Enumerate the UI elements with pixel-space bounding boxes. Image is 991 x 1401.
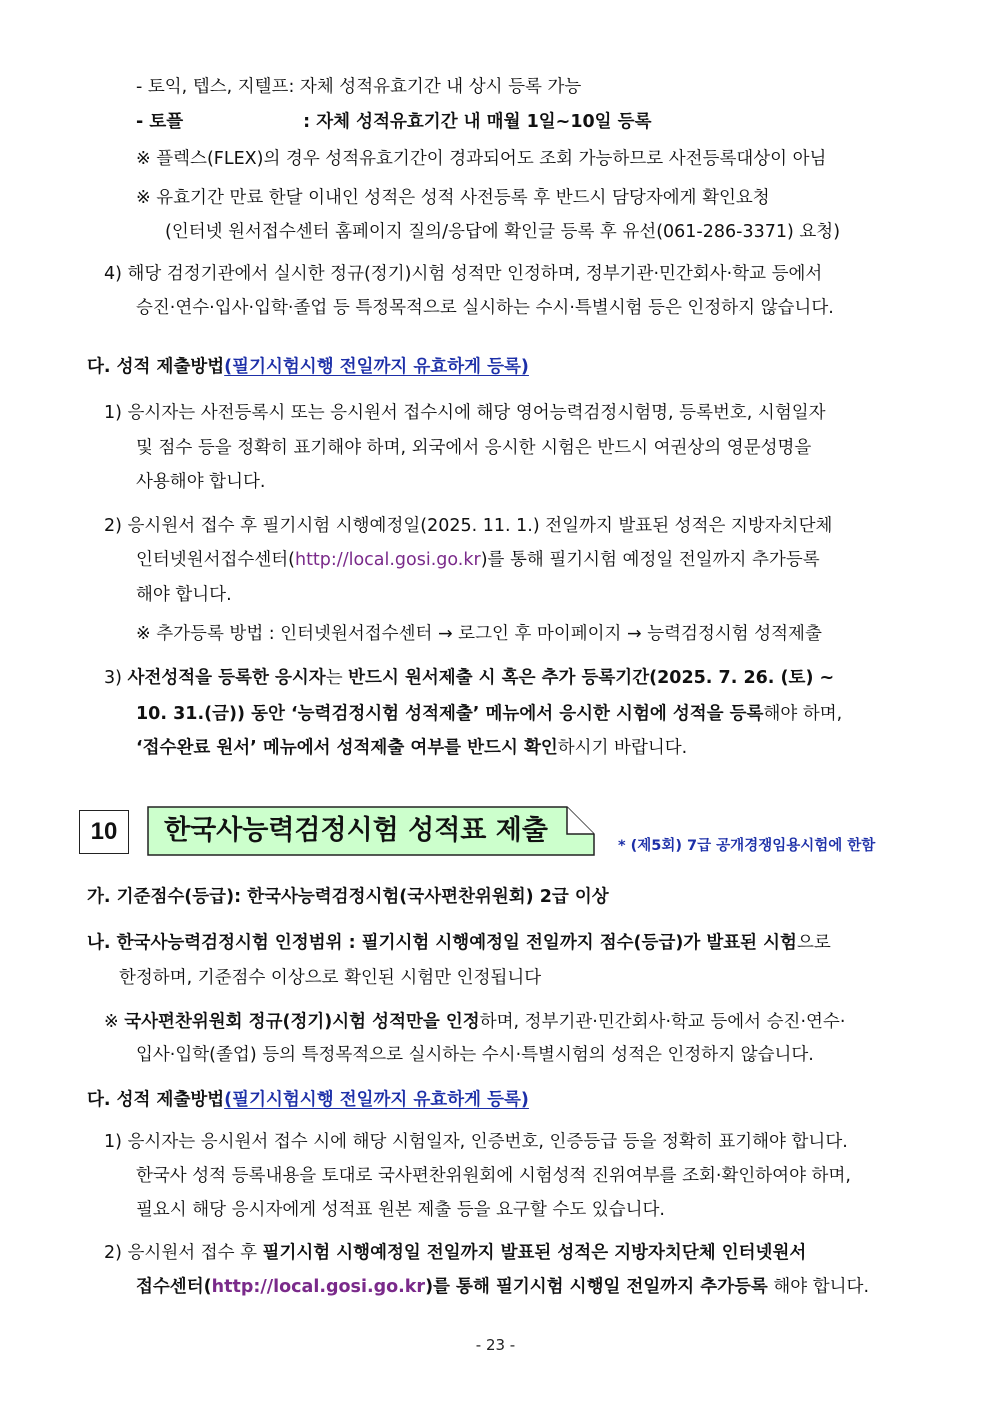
note-add-registration: ※ 추가등록 방법 : 인터넷원서접수센터 → 로그인 후 마이페이지 → 능력검정시험 성적제출 [136, 624, 822, 644]
text-bold: ‘접수완료 원서’ 메뉴에서 성적제출 여부를 반드시 확인 [136, 738, 558, 758]
text: 인터넷원서접수센터( [136, 550, 295, 570]
item-na [87, 931, 831, 955]
section-title: 한국사능력검정시험 성적표 제출 [164, 815, 548, 846]
item-2: 2) 응시원서 접수 후 필기시험 시행예정일(2025. 11. 1.) 전일까지 발표된 성적은 지방자치단체 [104, 516, 833, 536]
item-2-cont: 해야 합니다. [136, 585, 232, 605]
section-heading-label: 다. 성적 제출방법 [87, 357, 225, 377]
item-1-cont: 한국사 성적 등록내용을 토대로 국사편찬위원회에 시험성적 진위여부를 조회·확인하여야 하며, [136, 1166, 851, 1186]
section-heading-link: (필기시험시행 전일까지 유효하게 등록) [224, 357, 529, 377]
toefl-rule: : 자체 성적유효기간 내 매월 1일~10일 등록 [303, 112, 652, 132]
text-bold: )를 통해 필기시험 시행일 전일까지 추가등록 [425, 1277, 768, 1297]
item-3 [104, 666, 834, 690]
gosi-link[interactable]: http://local.gosi.go.kr [211, 1277, 426, 1297]
gosi-link[interactable]: http://local.gosi.go.kr [294, 550, 481, 570]
item-1: 1) 응시자는 사전등록시 또는 응시원서 접수시에 해당 영어능력검정시험명, 등록번호, 시험일자 [104, 403, 826, 423]
text: 해야 하며, [763, 704, 843, 724]
text: )를 통해 필기시험 예정일 전일까지 추가등록 [480, 550, 820, 570]
item-4: 4) 해당 검정기관에서 실시한 정규(정기)시험 성적만 인정하며, 정부기관·민간회사·학교 등에서 [104, 264, 823, 284]
text-line [136, 110, 652, 134]
section-heading-label: 다. 성적 제출방법 [87, 1090, 225, 1110]
text: 2) 응시원서 접수 후 [104, 1243, 263, 1263]
text-bold: 사전성적을 등록한 응시자 [127, 668, 326, 688]
note-official [104, 1010, 845, 1034]
item-1: 1) 응시자는 응시원서 접수 시에 해당 시험일자, 인증번호, 인증등급 등을 정확히 표기해야 합니다. [104, 1132, 848, 1152]
text-bold: 접수센터( [136, 1277, 212, 1297]
item-na-cont: 한정하며, 기준점수 이상으로 확인된 시험만 인정됩니다 [119, 968, 542, 988]
item-4-cont: 승진·연수·입사·입학·졸업 등 특정목적으로 실시하는 수시·특별시험 등은 인정하지 않습니다. [136, 298, 834, 318]
item-1-cont: 및 점수 등을 정확히 표기해야 하며, 외국에서 응시한 시험은 반드시 여권상의 영문성명을 [136, 438, 812, 458]
note-validity: ※ 유효기간 만료 한달 이내인 성적은 성적 사전등록 후 반드시 담당자에게 확인요청 [136, 188, 770, 208]
text-bold: 반드시 원서제출 시 혹은 추가 등록기간(2025. 7. 26. (토) ~ [348, 668, 835, 688]
text-bold: 필기시험 시행예정일 전일까지 발표된 성적은 지방자치단체 인터넷원서 [262, 1243, 807, 1263]
section-heading [87, 355, 529, 379]
item-1-cont: 필요시 해당 응시자에게 성적표 원본 제출 등을 요구할 수도 있습니다. [136, 1200, 665, 1220]
text: 해야 합니다. [767, 1277, 870, 1297]
section-note: * (제5회) 7급 공개경쟁임용시험에 한함 [618, 838, 876, 854]
text: 하며, 정부기관·민간회사·학교 등에서 승진·연수· [479, 1012, 846, 1032]
item-3-cont [136, 736, 687, 760]
section-heading [87, 1088, 529, 1112]
section-heading-link: (필기시험시행 전일까지 유효하게 등록) [224, 1090, 529, 1110]
item-ga: 가. 기준점수(등급): 한국사능력검정시험(국사편찬위원회) 2급 이상 [87, 887, 609, 907]
note-flex: ※ 플렉스(FLEX)의 경우 성적유효기간이 경과되어도 조회 가능하므로 사전등록대상이 아님 [136, 149, 827, 169]
text: 으로 [796, 933, 831, 953]
item-2-cont [136, 548, 820, 572]
text-line: - 토익, 텝스, 지텔프: 자체 성적유효기간 내 상시 등록 가능 [136, 77, 582, 97]
text: 는 [325, 668, 349, 688]
item-number: 3) [104, 668, 122, 688]
section-number-box: 10 [79, 810, 129, 854]
note-official-cont: 입사·입학(졸업) 등의 특정목적으로 실시하는 수시·특별시험의 성적은 인정하지 않습니다. [136, 1045, 814, 1065]
toefl-label: - 토플 [136, 112, 184, 132]
item-2 [104, 1241, 806, 1265]
text: 하시기 바랍니다. [557, 738, 688, 758]
text-bold: 국사편찬위원회 정규(정기)시험 성적만을 인정 [124, 1012, 480, 1032]
text: ※ [104, 1012, 125, 1032]
item-3-cont [136, 702, 842, 726]
item-2-cont [136, 1275, 869, 1299]
note-validity-detail: (인터넷 원서접수센터 홈페이지 질의/응답에 확인글 등록 후 유선(061-286-3371) 요청) [165, 222, 841, 242]
text-bold: 10. 31.(금)) 동안 ‘능력검정시험 성적제출’ 메뉴에서 응시한 시험에 성적을 등록 [136, 704, 764, 724]
page-number: - 23 - [475, 1336, 516, 1354]
text-bold: 나. 한국사능력검정시험 인정범위 : 필기시험 시행예정일 전일까지 점수(등급)가 발표된 시험 [87, 933, 797, 953]
item-1-cont: 사용해야 합니다. [136, 472, 266, 492]
